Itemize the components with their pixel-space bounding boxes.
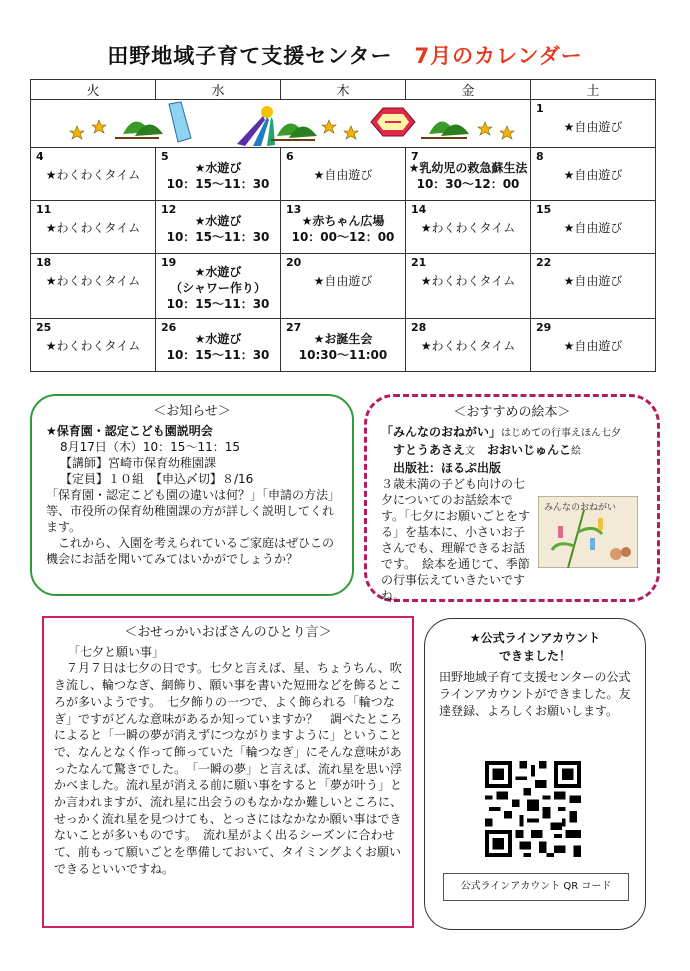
monologue-subtitle: 「七夕と願い事」 bbox=[68, 644, 165, 659]
calendar-week-row bbox=[31, 254, 656, 319]
day-number: 28 bbox=[411, 321, 427, 334]
day-event: 10：15～11：30 bbox=[166, 177, 270, 191]
day-header-wed: 水 bbox=[156, 80, 281, 100]
book-illustrator: おおいじゅんこ bbox=[487, 443, 572, 457]
calendar-cell bbox=[531, 100, 656, 148]
book-box-title: ＜おすすめの絵本＞ bbox=[453, 405, 571, 420]
book-cover-title: みんなのおねがい bbox=[544, 503, 617, 513]
calendar-cell bbox=[156, 201, 281, 254]
calendar-week-row bbox=[31, 201, 656, 254]
star-icon bbox=[500, 126, 514, 139]
calendar-cell bbox=[156, 254, 281, 319]
calendar-cell bbox=[31, 254, 156, 319]
day-number: 29 bbox=[536, 321, 552, 334]
calendar-cell bbox=[281, 148, 406, 201]
day-event: 10：15～11：30 bbox=[166, 297, 270, 311]
day-event: ★自由遊び bbox=[313, 168, 373, 182]
calendar-cell bbox=[531, 148, 656, 201]
day-number: 27 bbox=[286, 321, 302, 334]
day-event: ★わくわくタイム bbox=[45, 339, 141, 353]
book-author: すとうあさえ bbox=[393, 443, 466, 457]
line-description: 田野地域子育て支援センターの公式ラインアカウントができました。友達登録、よろしくお願いします。 bbox=[439, 670, 631, 718]
day-event-group bbox=[31, 338, 155, 354]
day-event-group bbox=[406, 273, 530, 289]
day-event: ★赤ちゃん広場 bbox=[301, 214, 385, 228]
day-number: 25 bbox=[36, 321, 52, 334]
monologue-body: ７月７日は七夕の日です。七夕と言えば、星、ちょうちん、吹き流し、輪つなぎ、網飾り、願い事を書いた短冊などを飾るところが多いようです。 七夕飾りの一つで、よく飾られる「輪つなぎ」ですがどんな意味があるか知っていますか？ 調べたところによると「一瞬の夢が消えずにつながりますように」ということで、なんとなく作って飾っていた「輪つなぎ」にそんな意味があったなんて驚きでした。 「一瞬の夢」と言えば、流れ星を思い浮かべました。流れ星が消える前に願い事をすると「夢が叶う」とか言われますが、流れ星に出会うのもなかなか難しいところに、せっかく流れ星を見つけても、とっさにはなかなか願い事はできないことが多いものです。 流れ星がよく出るシーズンに合わせて、前もって願いごとを準備しておいて、タイミングよくお願いできるといいですね。 bbox=[54, 661, 403, 876]
day-number: 15 bbox=[536, 203, 552, 216]
day-header-sat: 土 bbox=[531, 80, 656, 100]
book-illustrator-role: 絵 bbox=[571, 446, 582, 457]
qr-code-icon[interactable] bbox=[485, 761, 581, 857]
day-event-group bbox=[31, 273, 155, 289]
day-event-group bbox=[156, 213, 280, 245]
tanabata-decoration-art bbox=[31, 100, 532, 148]
lantern-icon bbox=[371, 108, 415, 136]
day-number: 11 bbox=[36, 203, 52, 216]
day-event-group bbox=[281, 331, 405, 363]
qr-caption: 公式ラインアカウント QR コード bbox=[443, 873, 629, 901]
star-icon bbox=[322, 120, 336, 133]
calendar-cell bbox=[531, 319, 656, 372]
day-event: ★水遊び bbox=[194, 214, 242, 228]
day-header-thu: 木 bbox=[281, 80, 406, 100]
day-number: 6 bbox=[286, 150, 294, 163]
star-icon bbox=[70, 126, 84, 139]
day-number: 13 bbox=[286, 203, 302, 216]
streamer-icon bbox=[237, 106, 275, 146]
calendar-cell bbox=[406, 254, 531, 319]
day-event-group bbox=[31, 167, 155, 183]
star-icon bbox=[478, 122, 492, 135]
book-description: ３歳未満の子ども向けの七夕についてのお話絵本です。「七夕にお願いごとをする」を基本に、小さいお子さんでも、理解できるお話です。 絵本を通じて、季節の行事伝えていきたいですね。 bbox=[381, 477, 531, 603]
calendar-cell bbox=[31, 201, 156, 254]
day-event: ★わくわくタイム bbox=[45, 221, 141, 235]
calendar-cell bbox=[31, 148, 156, 201]
day-event: ★わくわくタイム bbox=[45, 274, 141, 288]
calendar-cell bbox=[156, 148, 281, 201]
day-event: ★自由遊び bbox=[563, 168, 623, 182]
calendar-week-row bbox=[31, 319, 656, 372]
day-event: （シャワー作り） bbox=[170, 281, 266, 295]
calendar-title: 7月のカレンダー bbox=[414, 44, 583, 68]
center-name: 田野地域子育て支援センター bbox=[107, 44, 393, 68]
tanzaku-icon bbox=[169, 102, 191, 142]
book-recommendation-box bbox=[364, 394, 660, 602]
line-title: ★公式ラインアカウント bbox=[469, 631, 601, 645]
bamboo-leaf-icon bbox=[115, 121, 163, 138]
notice-headline: ★保育園・認定こども園説明会 bbox=[46, 424, 213, 438]
day-event: ★お誕生会 bbox=[313, 332, 373, 346]
book-cover-image bbox=[538, 496, 638, 568]
calendar-cell bbox=[406, 319, 531, 372]
day-event-group bbox=[31, 220, 155, 236]
day-number: 14 bbox=[411, 203, 427, 216]
day-number: 1 bbox=[536, 102, 544, 115]
day-number: 26 bbox=[161, 321, 177, 334]
star-icon bbox=[344, 126, 358, 139]
day-number: 8 bbox=[536, 150, 544, 163]
notice-paragraph: 「保育園・認定こども園の違いは何？」「申請の方法」等、市役所の保育幼稚園課の方が詳しく説明してくれます。 bbox=[46, 488, 335, 534]
day-event: ★水遊び bbox=[194, 265, 242, 279]
day-event-group bbox=[531, 338, 655, 354]
page-header bbox=[0, 40, 690, 70]
line-subtitle: できました！ bbox=[498, 649, 571, 663]
calendar-day-header bbox=[31, 80, 656, 100]
day-event: ★わくわくタイム bbox=[420, 221, 516, 235]
calendar-cell bbox=[156, 319, 281, 372]
day-number: 18 bbox=[36, 256, 52, 269]
day-event: 10：00～12：00 bbox=[291, 230, 395, 244]
day-event: 10:30～11:00 bbox=[298, 348, 388, 362]
calendar-cell bbox=[31, 319, 156, 372]
monologue-title: ＜おせっかいおばさんのひとり言＞ bbox=[124, 625, 332, 640]
day-event-group bbox=[281, 167, 405, 183]
notice-paragraph: これから、入園を考えられているご家庭はぜひこの機会にお話を聞いてみてはいかがでしょうか？ bbox=[46, 536, 335, 566]
day-event-group bbox=[156, 160, 280, 192]
day-event-group bbox=[406, 160, 530, 192]
line-account-box bbox=[424, 618, 646, 930]
day-header-tue: 火 bbox=[31, 80, 156, 100]
calendar-cell bbox=[406, 148, 531, 201]
notice-date: 8月17日（木）10：15～11：15 bbox=[60, 440, 240, 454]
decoration-row bbox=[31, 100, 656, 148]
calendar-cell bbox=[281, 254, 406, 319]
monologue-box bbox=[42, 616, 414, 928]
day-event: ★自由遊び bbox=[563, 120, 623, 134]
day-event: ★わくわくタイム bbox=[45, 168, 141, 182]
book-title: 「みんなのおねがい」 bbox=[381, 425, 502, 439]
day-header-fri: 金 bbox=[406, 80, 531, 100]
day-event-group bbox=[531, 167, 655, 183]
day-number: 20 bbox=[286, 256, 302, 269]
bamboo-leaf-icon bbox=[421, 121, 469, 138]
day-number: 22 bbox=[536, 256, 552, 269]
calendar-cell bbox=[406, 201, 531, 254]
day-event-group bbox=[281, 273, 405, 289]
day-event-group bbox=[156, 264, 280, 312]
calendar-cell bbox=[531, 201, 656, 254]
day-event: 10：30～12：00 bbox=[416, 177, 520, 191]
day-number: 21 bbox=[411, 256, 427, 269]
notice-capacity: 【定員】１０組 【申込〆切】８/16 bbox=[60, 472, 254, 486]
calendar-cell bbox=[281, 319, 406, 372]
day-event-group bbox=[406, 338, 530, 354]
day-event-group bbox=[531, 220, 655, 236]
day-event-group bbox=[281, 213, 405, 245]
day-event-group bbox=[531, 273, 655, 289]
day-event-group bbox=[406, 220, 530, 236]
calendar-week-row bbox=[31, 148, 656, 201]
day-event: ★わくわくタイム bbox=[420, 274, 516, 288]
book-author-role: 文 bbox=[465, 446, 476, 457]
notice-box bbox=[30, 394, 354, 596]
day-event: ★水遊び bbox=[194, 161, 242, 175]
bamboo-leaf-icon bbox=[271, 123, 317, 140]
calendar-cell bbox=[281, 201, 406, 254]
day-event: 10：15～11：30 bbox=[166, 230, 270, 244]
day-number: 4 bbox=[36, 150, 44, 163]
day-event: ★自由遊び bbox=[563, 221, 623, 235]
calendar-cell bbox=[531, 254, 656, 319]
day-event: ★水遊び bbox=[194, 332, 242, 346]
day-event: 10：15～11：30 bbox=[166, 348, 270, 362]
day-number: 19 bbox=[161, 256, 177, 269]
notice-lecturer: 【講師】宮崎市保育幼稚園課 bbox=[60, 456, 217, 470]
notice-title: ＜お知らせ＞ bbox=[153, 404, 231, 419]
book-series: はじめての行事えほん七夕 bbox=[501, 428, 622, 439]
star-icon bbox=[92, 120, 106, 133]
day-event-group bbox=[156, 331, 280, 363]
tanabata-decoration bbox=[31, 100, 531, 148]
day-event: ★わくわくタイム bbox=[420, 339, 516, 353]
day-number: 12 bbox=[161, 203, 177, 216]
day-number: 7 bbox=[411, 150, 419, 163]
day-event: ★自由遊び bbox=[313, 274, 373, 288]
day-event: ★自由遊び bbox=[563, 339, 623, 353]
calendar-table bbox=[30, 79, 656, 372]
day-event: ★自由遊び bbox=[563, 274, 623, 288]
book-publisher: 出版社：ほるぷ出版 bbox=[393, 461, 502, 475]
day-number: 5 bbox=[161, 150, 169, 163]
day-event: ★乳幼児の救急蘇生法 bbox=[408, 161, 528, 175]
